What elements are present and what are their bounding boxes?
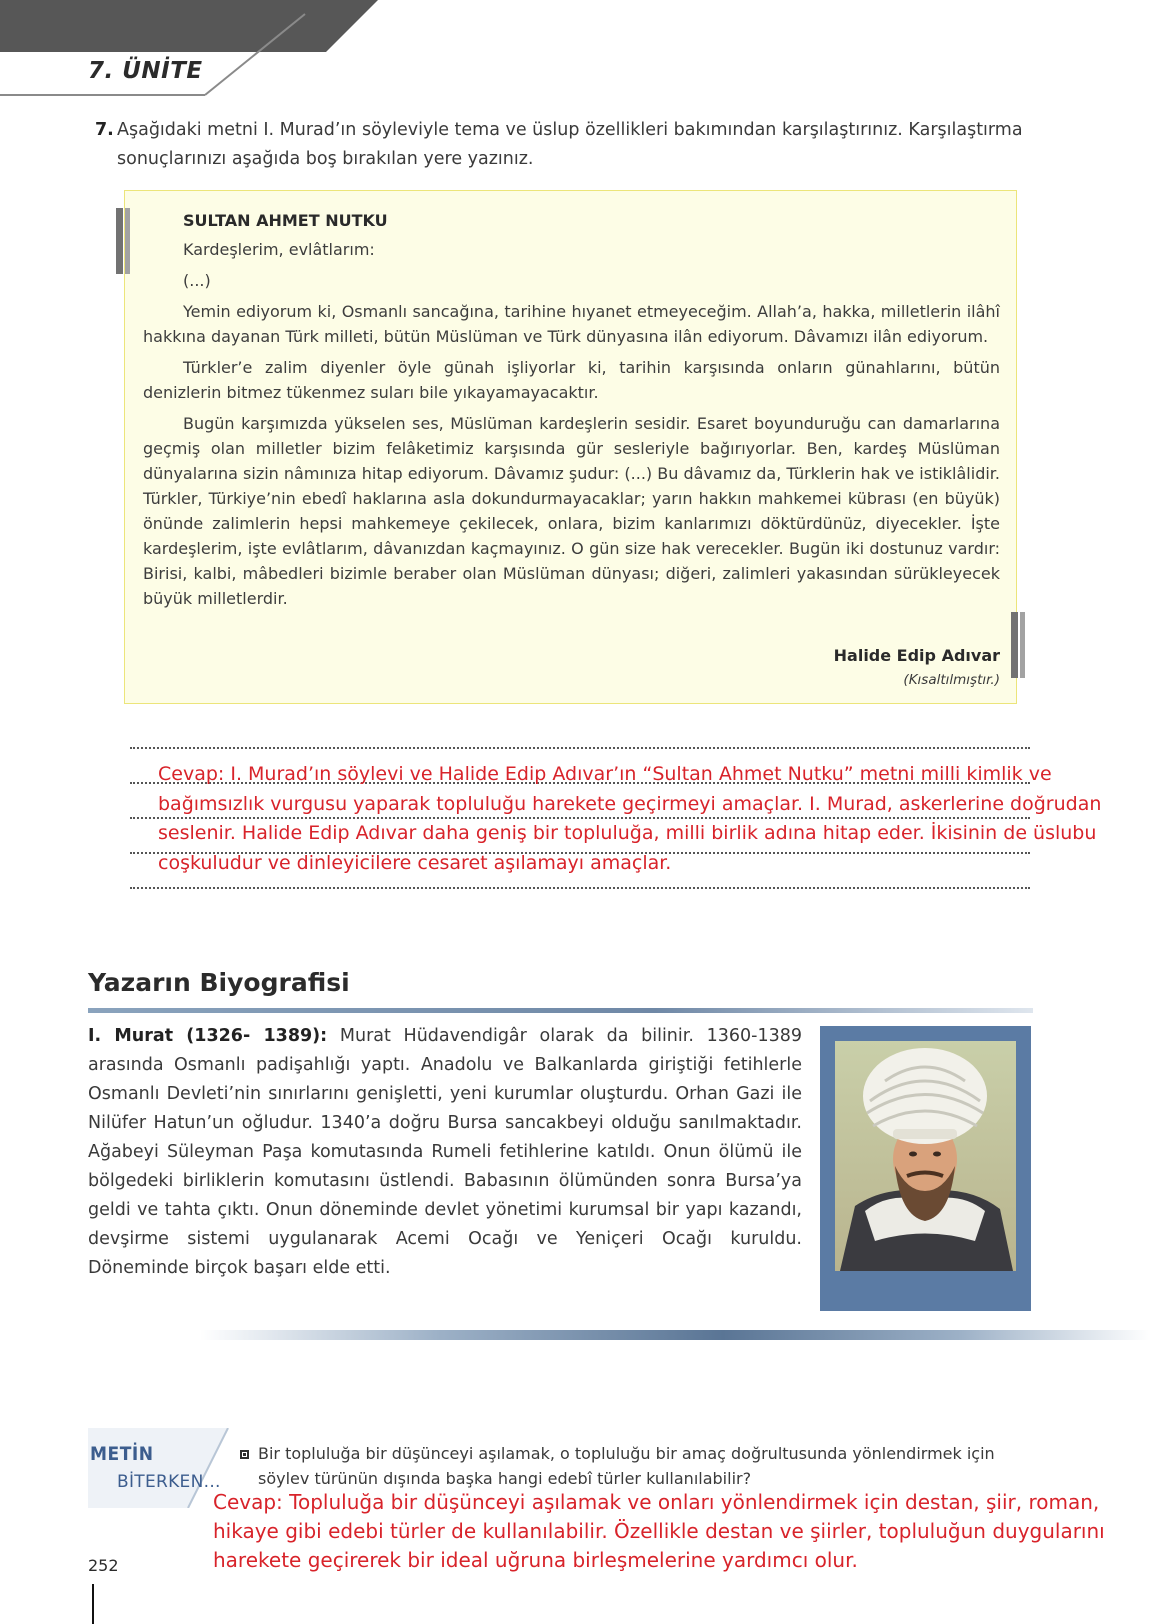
portrait-image — [835, 1041, 1016, 1271]
speech-paragraph: Türkler’e zalim diyenler öyle günah işliyorlar ki, tarihin karşısında onların günahlarını, bütün denizlerin bitmez tükenmez suları bile yıkayamayacaktır. — [143, 358, 1000, 402]
question-7 — [95, 116, 1035, 174]
final-question: Bir topluluğa bir düşünceyi aşılamak, o topluluğu bir amaç doğrultusunda yönlendirmek için söylev türünün dışında başka hangi edebî türler kullanılabilir? — [258, 1444, 995, 1488]
answer-7: Cevap: I. Murad’ın söylevi ve Halide Edip Adıvar’ın “Sultan Ahmet Nutku” metni milli kimlik ve bağımsızlık vurgusu yaparak topluluğu harekete geçirmeyi amaçlar. I. Murad, askerlerine doğrudan seslenir. Halide Edip Adıvar daha geniş bir topluluğa, milli birlik adına hitap eder. İkisinin de üslubu coşkuludur ve dinleyicilere cesaret aşılamayı amaçlar. — [158, 763, 1102, 874]
page-number: 252 — [88, 1556, 119, 1575]
quote-bar-right — [1011, 612, 1025, 678]
answer-line — [130, 747, 1030, 749]
biterken-label: BİTERKEN... — [117, 1472, 221, 1492]
bullet-icon — [240, 1450, 249, 1459]
biography-body: Murat Hüdavendigâr olarak da bilinir. 1360-1389 arasında Osmanlı padişahlığı yaptı. Anadolu ve Balkanlarda giriştiği fetihlerle Osmanlı Devleti’nin sınırlarını genişletti, yeni kurumlar oluşturdu. Orhan Gazi ile Nilüfer Hatun’un oğludur. 1340’a doğru Bursa sancakbeyi olduğu sanılmaktadır. Ağabeyi Süleyman Paşa komutasında Rumeli fetihlerine katıldı. Onun ölümü ile bölgedeki birliklerin komutasını üstlendi. Babasının ölümünden sonra Bursa’ya geldi ve tahta çıktı. Onun döneminde devlet yönetimi kurumsal bir yapı kazandı, devşirme sistemi uygulanarak Acemi Ocağı ve Yeniçeri Ocağı kuruldu. Döneminde birçok başarı elde etti. — [88, 1026, 802, 1278]
biography-heading: Yazarın Biyografisi — [88, 968, 350, 997]
metin-label: METİN — [90, 1443, 154, 1465]
answer-line — [130, 887, 1030, 889]
speech-content — [143, 208, 1000, 617]
speech-note: (Kısaltılmıştır.) — [903, 672, 1000, 688]
biography-rule — [88, 1008, 1033, 1013]
question-text: Aşağıdaki metni I. Murad’ın söyleviyle tema ve üslup özellikleri bakımından karşılaştırınız. Karşılaştırma sonuçlarınızı aşağıda boş bırakılan yere yazınız. — [117, 120, 1023, 169]
speech-author: Halide Edip Adıvar — [833, 646, 1000, 665]
speech-title: SULTAN AHMET NUTKU — [183, 211, 388, 230]
biography-name: I. Murat (1326- 1389): — [88, 1026, 328, 1046]
unit-header-band — [0, 0, 400, 100]
biography-text — [88, 1022, 802, 1283]
page-margin-bar — [92, 1584, 94, 1624]
section-divider — [200, 1330, 1151, 1340]
question-number: 7. — [95, 120, 114, 140]
speech-salutation: Kardeşlerim, evlâtlarım: — [183, 240, 375, 259]
speech-ellipsis: (...) — [183, 271, 211, 290]
final-answer: Cevap: Topluluğa bir düşünceyi aşılamak ve onları yönlendirmek için destan, şiir, roman, hikaye gibi edebi türler de kullanılabilir. Özellikle destan ve şiirler, topluluğun duygularını harekete geçirerek bir ideal uğruna birleşmelerine yardımcı olur. — [213, 1490, 1105, 1572]
unit-title: 7. ÜNİTE — [88, 58, 203, 84]
quote-bar-left — [116, 208, 130, 274]
speech-paragraph: Yemin ediyorum ki, Osmanlı sancağına, tarihine hıyanet etmeyeceğim. Allah’a, hakka, milletlerin ilâhî hakkına dayanan Türk milleti, bütün Müslüman ve Türk dünyasına ilân ediyorum. Dâvamızı ilân ediyorum. — [143, 302, 1000, 346]
speech-paragraph: Bugün karşımızda yükselen ses, Müslüman kardeşlerin sesidir. Esaret boyunduruğu can damarlarına geçmiş olan milletler bizim felâketimiz karşısında gür sesleriyle bağırıyorlar. Ben, kardeş Müslüman dünyalarına sizin nâmınıza hitap ediyorum. Dâvamız şudur: (...) Bu dâvamız da, Türklerin hak ve istiklâlidir. Türkler, Türkiye’nin ebedî haklarına asla dokundurmayacaklar; yarın hakkın mahkemei kübrası (en büyük) önünde zalimlerin hepsi mahkemeye çekilecek, onlara, bizim kanlarımızı döktürdünüz, diyecekler. İşte kardeşlerim, işte evlâtlarım, dâvanızdan kaçmayınız. O gün size hak verecekler. Bugün iki dostunuz vardır: Birisi, kalbi, mâbedleri bizimle beraber olan Müslüman dünyası; diğeri, zalimleri yakasından sürükleyecek büyük milletlerdir. — [143, 414, 1000, 608]
